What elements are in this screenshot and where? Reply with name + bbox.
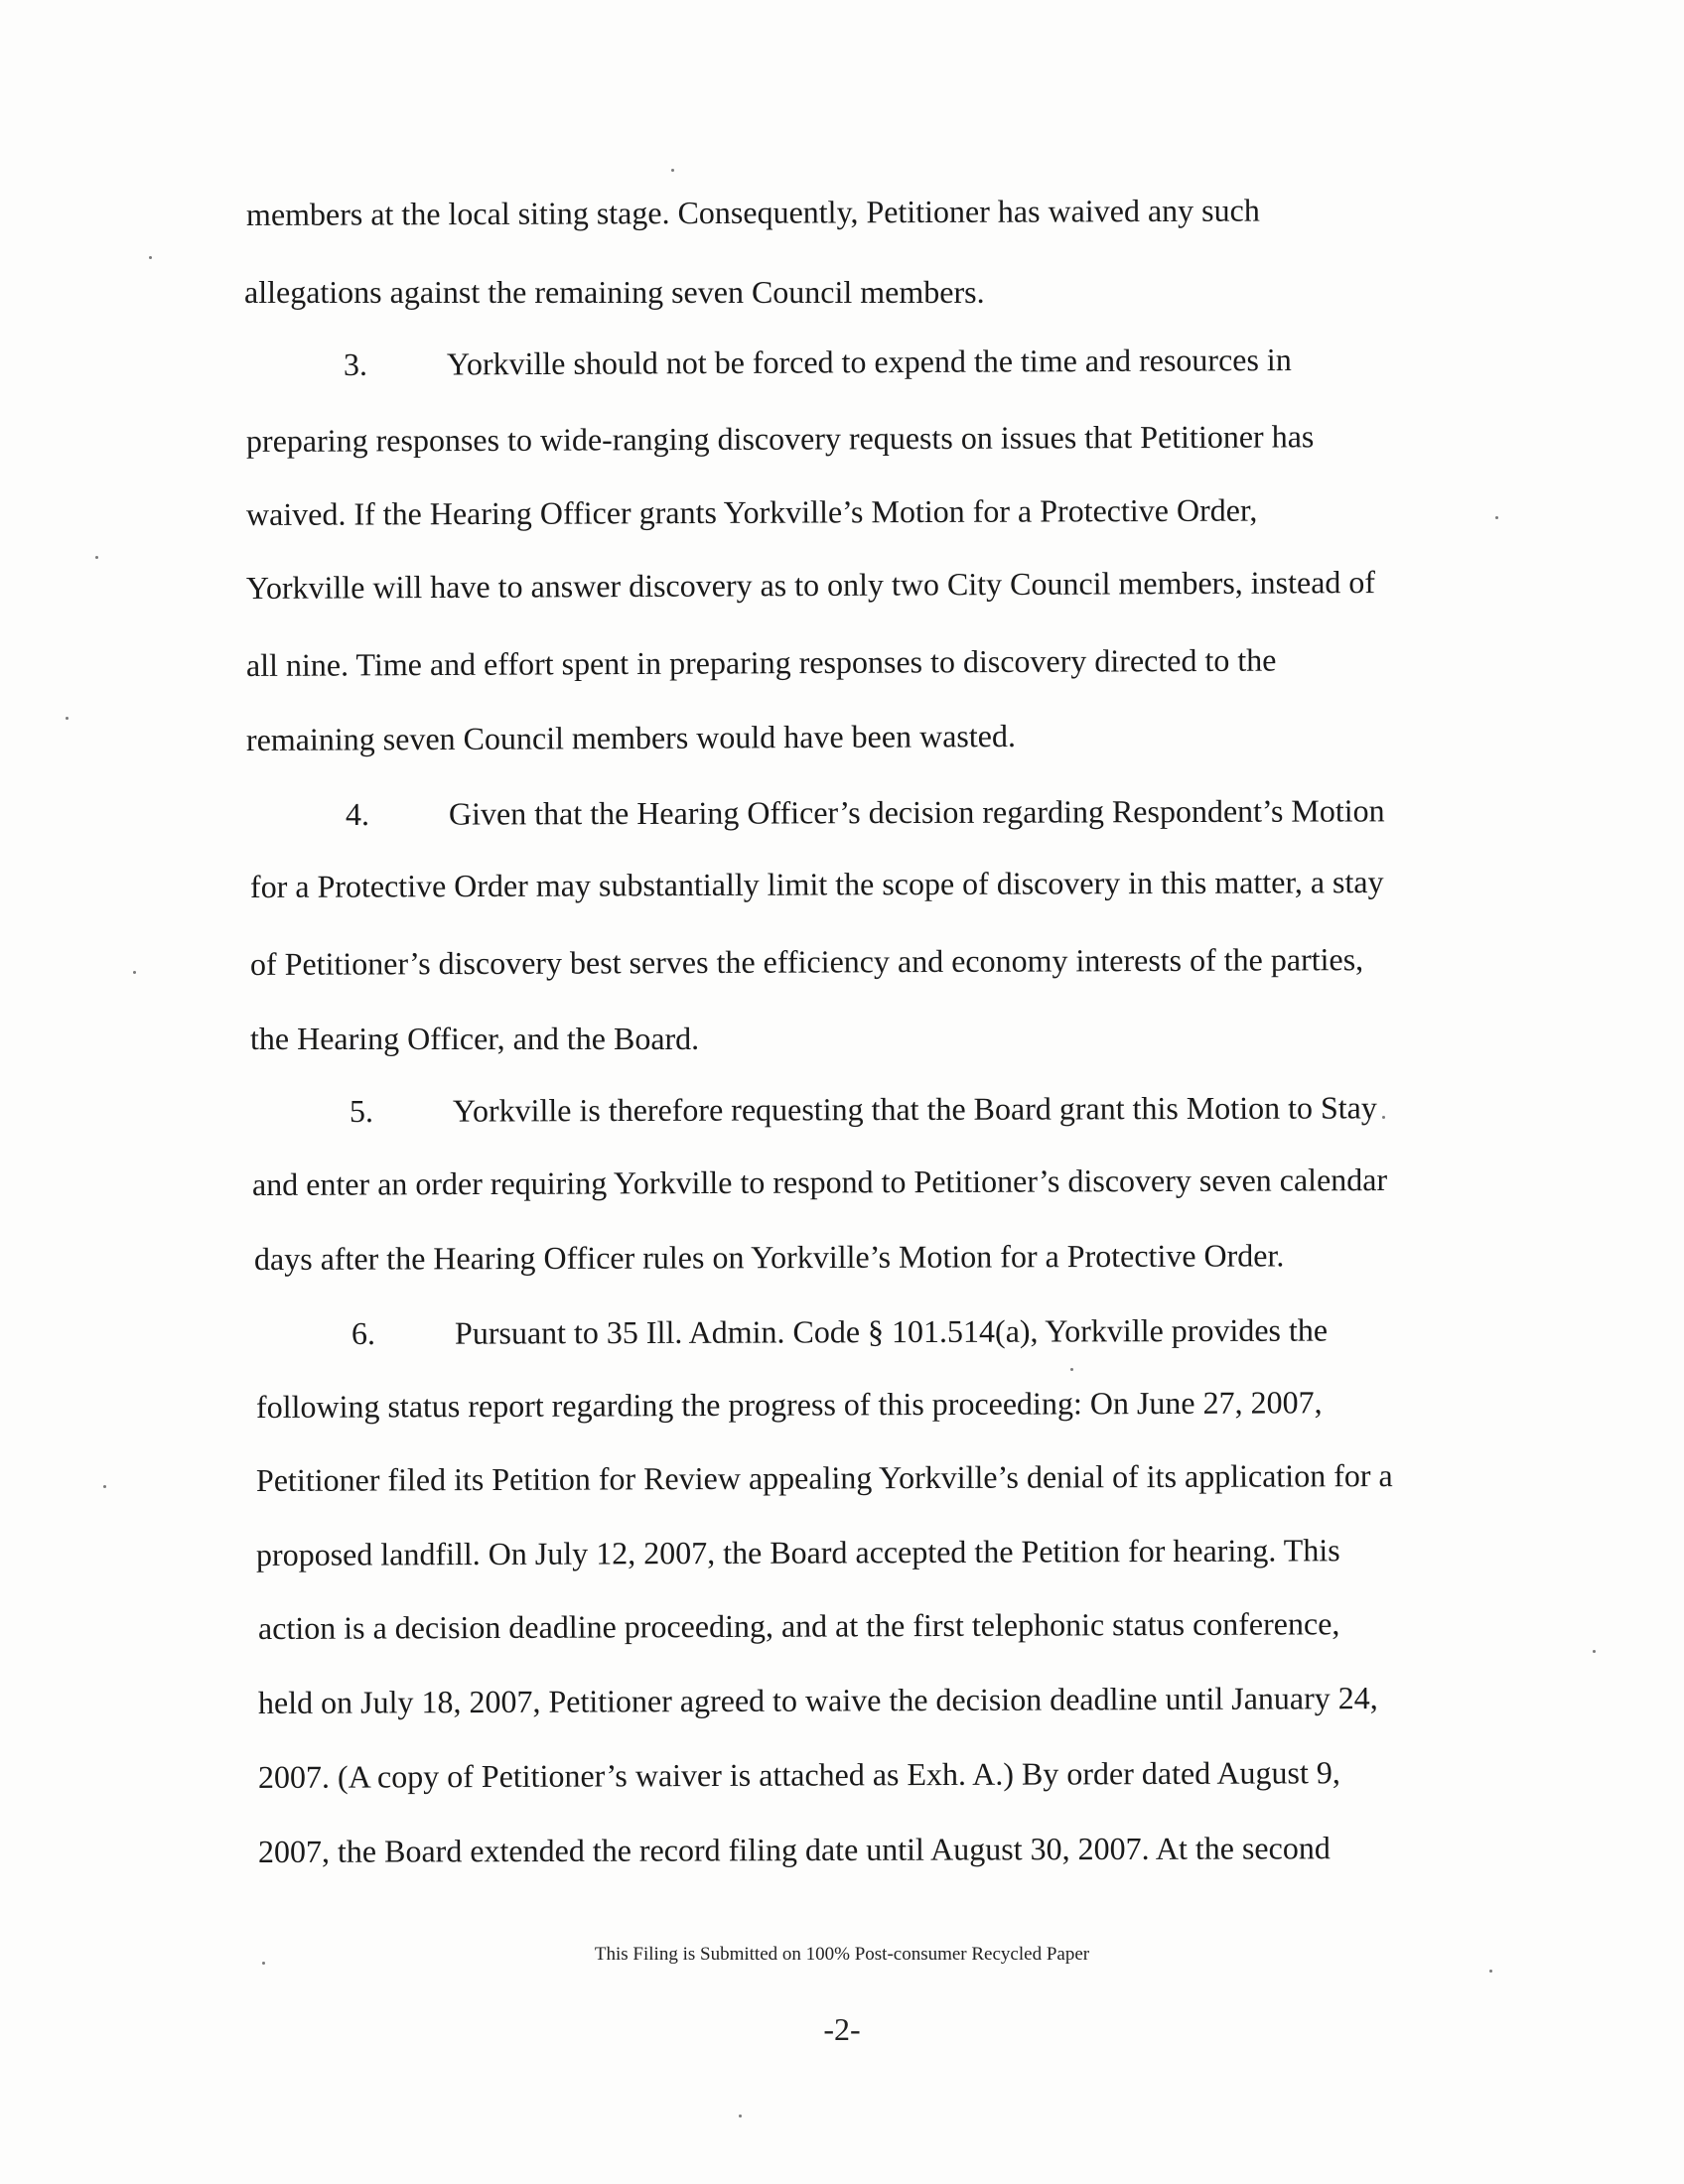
scan-speck — [1593, 1650, 1596, 1653]
body-line: waived. If the Hearing Officer grants Yorkville’s Motion for a Protective Order, — [245, 491, 1258, 532]
paragraph-number: 6. — [351, 1314, 376, 1351]
body-text: Yorkville is therefore requesting that the Board grant this Motion to Stay — [452, 1089, 1377, 1129]
body-line: and enter an order requiring Yorkville to respond to Petitioner’s discovery seven calendar — [251, 1161, 1388, 1202]
page-number: -2- — [823, 2011, 861, 2047]
body-line: members at the local siting stage. Consequently, Petitioner has waived any such — [245, 192, 1260, 232]
scan-speck — [739, 2115, 742, 2117]
paragraph-number: 3. — [343, 345, 368, 382]
scan-speck — [95, 556, 98, 559]
body-line: Yorkville will have to answer discovery as to only two City Council members, instead of — [245, 564, 1376, 606]
scan-speck — [1070, 1368, 1073, 1371]
body-line: the Hearing Officer, and the Board. — [250, 1021, 700, 1056]
numbered-paragraph-3 — [344, 339, 1565, 384]
body-line: remaining seven Council members would have been wasted. — [245, 717, 1016, 757]
scan-speck — [262, 1962, 265, 1965]
body-line: Petitioner filed its Petition for Review appealing Yorkville’s denial of its application for a — [255, 1457, 1393, 1498]
numbered-paragraph-6 — [351, 1309, 1573, 1353]
scan-speck — [66, 717, 69, 720]
body-text: Yorkville should not be forced to expend the time and resources in — [446, 341, 1292, 382]
body-line: 2007. (A copy of Petitioner’s waiver is attached as Exh. A.) By order dated August 9, — [257, 1754, 1340, 1795]
body-line: allegations against the remaining seven Council members. — [244, 274, 985, 310]
body-line: following status report regarding the progress of this proceeding: On June 27, 2007, — [255, 1384, 1323, 1425]
body-line: 2007, the Board extended the record filing date until August 30, 2007. At the second — [257, 1830, 1331, 1869]
body-line: proposed landfill. On July 12, 2007, the Board accepted the Petition for hearing. This — [255, 1532, 1340, 1572]
scan-speck — [671, 169, 674, 172]
body-text: Given that the Hearing Officer’s decision regarding Respondent’s Motion — [448, 792, 1385, 832]
scan-speck — [1382, 1116, 1385, 1119]
body-line: held on July 18, 2007, Petitioner agreed to waive the decision deadline until January 24, — [257, 1680, 1378, 1720]
numbered-paragraph-5 — [350, 1087, 1571, 1131]
body-line: days after the Hearing Officer rules on Yorkville’s Motion for a Protective Order. — [253, 1237, 1285, 1277]
scan-speck — [149, 256, 152, 259]
body-line: of Petitioner’s discovery best serves the efficiency and economy interests of the parties, — [249, 941, 1364, 982]
paragraph-number: 5. — [349, 1092, 374, 1129]
recycled-paper-footer: This Filing is Submitted on 100% Post-consumer Recycled Paper — [594, 1944, 1090, 1965]
scan-speck — [1489, 1970, 1492, 1973]
numbered-paragraph-4 — [346, 790, 1567, 834]
body-line: all nine. Time and effort spent in preparing responses to discovery directed to the — [245, 641, 1277, 683]
scan-speck — [103, 1485, 106, 1488]
body-line: action is a decision deadline proceeding, and at the first telephonic status conference, — [257, 1605, 1340, 1646]
body-line: for a Protective Order may substantially limit the scope of discovery in this matter, a stay — [249, 864, 1384, 904]
scan-speck — [1495, 516, 1498, 519]
paragraph-number: 4. — [345, 795, 370, 832]
scan-speck — [133, 971, 136, 974]
body-text: Pursuant to 35 Ill. Admin. Code § 101.514(a), Yorkville provides the — [454, 1311, 1329, 1351]
body-line: preparing responses to wide-ranging discovery requests on issues that Petitioner has — [245, 418, 1315, 459]
